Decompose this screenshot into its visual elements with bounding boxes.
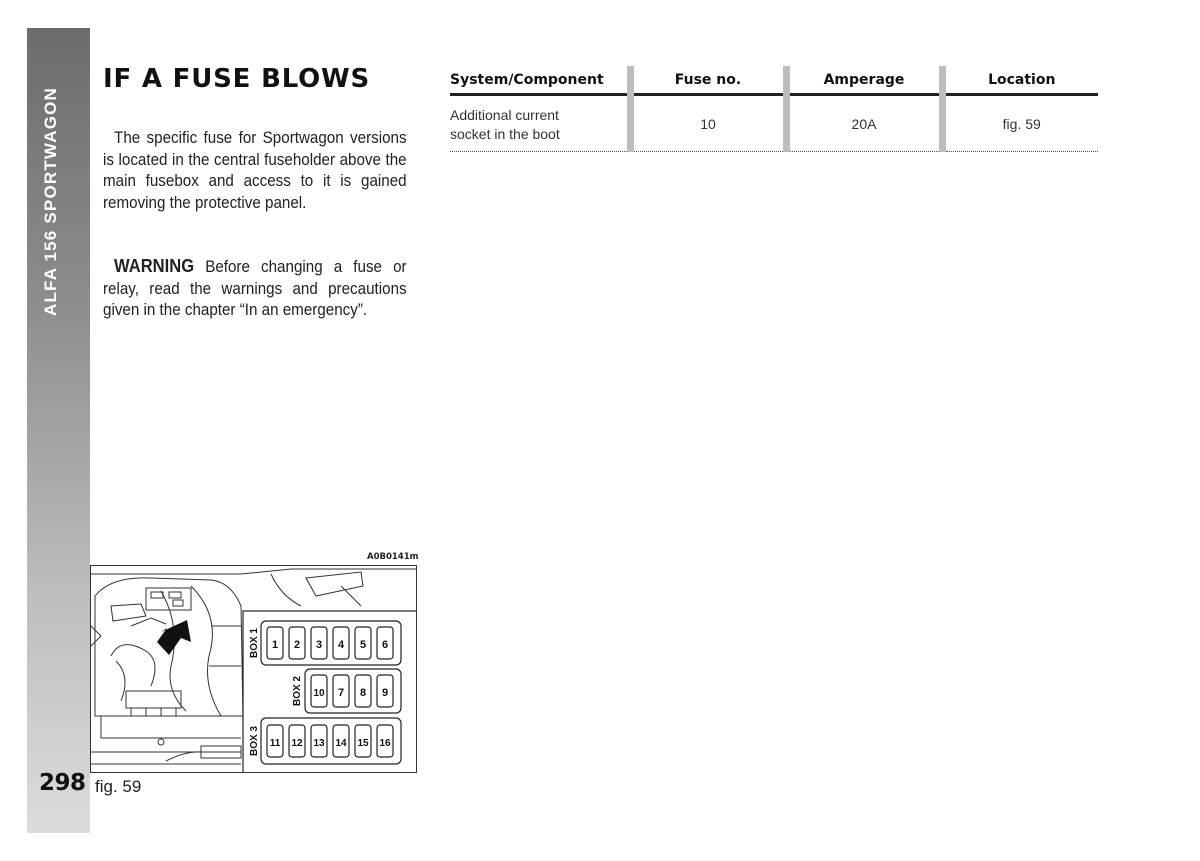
header-system: System/Component: [450, 66, 630, 95]
fuse-number: 8: [359, 687, 367, 699]
header-location: Location: [942, 66, 1098, 95]
fuse-number: 5: [359, 639, 367, 651]
fusebox-figure: [90, 565, 417, 773]
cell-fuse-no: 10: [630, 95, 786, 152]
table-row: [450, 95, 1098, 152]
fuse-number: 9: [381, 687, 389, 699]
section-heading: IF A FUSE BLOWS: [103, 64, 371, 94]
side-title: ALFA 156 SPORTWAGON: [41, 86, 60, 316]
figure-caption: fig. 59: [95, 777, 142, 796]
warning-paragraph: [103, 256, 407, 322]
fuse-number: 16: [379, 738, 391, 749]
fuse-number: 2: [293, 639, 301, 651]
fuse-number: 15: [357, 738, 369, 749]
page-number: 298: [39, 770, 86, 796]
cell-system-line1: Additional current: [450, 106, 559, 123]
fuse-number: 13: [313, 738, 325, 749]
cell-location: fig. 59: [942, 95, 1098, 152]
fuse-number: 6: [381, 639, 389, 651]
table-header-row: [450, 66, 1098, 95]
figure-code: A0B0141m: [367, 552, 419, 562]
box-label: BOX 2: [292, 675, 303, 707]
box-label: BOX 1: [249, 627, 260, 659]
fuse-number: 4: [337, 639, 345, 651]
warning-text: Before changing a fuse or relay, read the warnings and precautions given in the chapter “In an emergency”.: [103, 258, 407, 319]
fuse-table: [450, 66, 1098, 152]
fuse-number: 7: [337, 687, 345, 699]
cell-system-line2: socket in the boot: [450, 125, 560, 142]
intro-paragraph: The specific fuse for Sportwagon versions is located in the central fuseholder above the main fusebox and access to it is gained removing the protective panel.: [103, 129, 407, 212]
cell-system: [450, 95, 630, 152]
box-label: BOX 3: [249, 725, 260, 757]
fuse-number: 12: [291, 738, 303, 749]
fuse-number: 3: [315, 639, 323, 651]
cell-amperage: 20A: [786, 95, 942, 152]
header-amperage: Amperage: [786, 66, 942, 95]
fuse-number: 1: [271, 639, 279, 651]
fusebox-illustration: [91, 566, 417, 773]
warning-label: WARNING: [114, 256, 195, 276]
fuse-number: 11: [269, 738, 281, 749]
header-fuse-no: Fuse no.: [630, 66, 786, 95]
fuse-number: 10: [313, 688, 325, 699]
fuse-number: 14: [335, 738, 347, 749]
